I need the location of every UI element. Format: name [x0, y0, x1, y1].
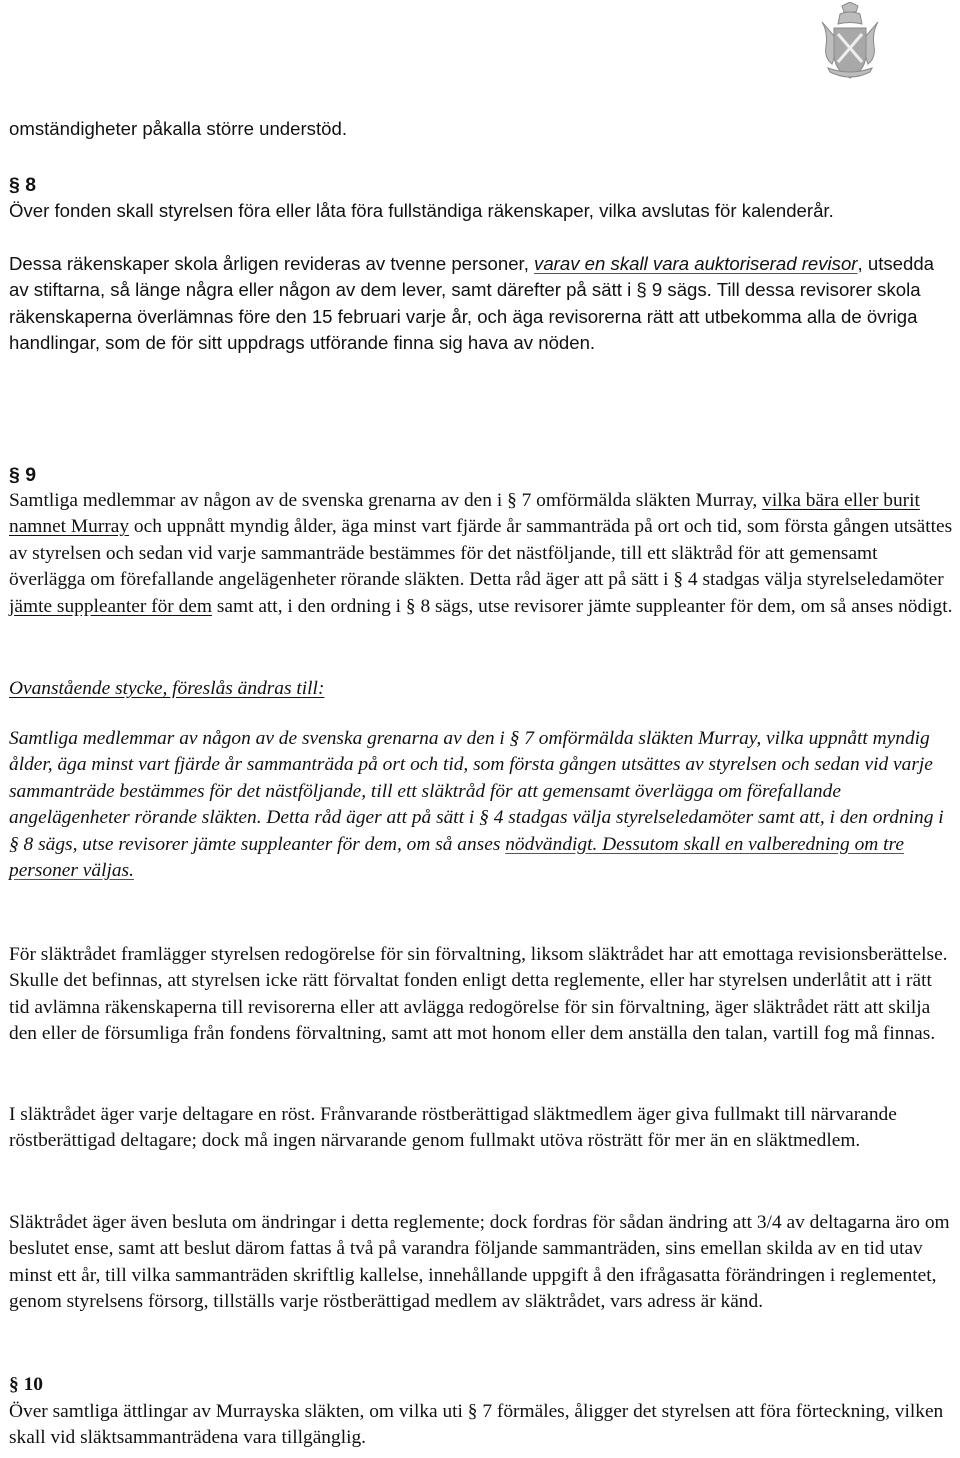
- section-8-line1: Över fonden skall styrelsen föra eller låta föra fullständiga räkenskaper, vilka avslutas för kalenderår.: [9, 200, 834, 221]
- section-10-paragraph: Över samtliga ättlingar av Murrayska släkten, om vilka uti § 7 förmäles, åligger det styrelsen att föra förteckning, vilken skall vid släktsammanträdena vara tillgänglig.: [9, 1401, 944, 1449]
- section-9-heading: § 9: [9, 464, 36, 486]
- proposal-paragraph: Samtliga medlemmar av någon av de svenska grenarna av den i § 7 omförmälda släkten Murray, vilka uppnått myndig ålder, äga minst vart fjärde år sammanträda på ort och tid, som första gången utsättes av styrelsen och sedan vid varje sammanträde bestämmes för det nästföljande, till ett släktråd för att gemensamt överlägga om förefallande angelägenheter rörande släkten. Detta råd äger att på sätt i § 4 stadgas välja styrelseledamöter samt att, i den ordning i § 8 sägs, utse revisorer jämte suppleanter för dem, om så anses nödvändigt. Dessutom skall en valberedning om tre personer väljas.: [9, 728, 944, 882]
- section-8-paragraph: Dessa räkenskaper skola årligen revideras av tvenne personer, varav en skall vara auktoriserad revisor, utsedda av stiftarna, så länge några eller någon av dem lever, samt därefter på sätt i § 9 sägs. Till dessa revisorer skola räkenskaperna överlämnas före den 15 februari varje år, och äga revisorerna rätt att utbekomma alla de övriga handlingar, som de för sitt uppdrags utförande finna sig hava av nöden.: [9, 253, 935, 354]
- coat-of-arms-icon: [818, 2, 882, 84]
- section-sign: §: [9, 174, 20, 196]
- underlined-text: vilka bära eller burit namnet Murray: [9, 490, 920, 538]
- inserted-text: varav en skall vara auktoriserad revisor: [534, 253, 858, 274]
- underlined-text: jämte suppleanter för dem: [9, 595, 212, 617]
- section-7-tail: omständigheter påkalla större understöd.: [9, 118, 347, 139]
- section-9-paragraph-5: Släktrådet äger även besluta om ändringar i detta reglemente; dock fordras för sådan ändring att 3/4 av deltagarna äro om beslutet ense, samt att beslut därom fattas å två på varandra följande sammanträden, sins emellan skilda av en tid utav minst ett år, till vilka sammanträden skriftlig kallelse, innehållande uppgift å den ifrågasatta förändringen i reglementet, genom styrelsens försorg, tillställs varje röstberättigad medlem av släktrådet, vars adress är känd.: [9, 1212, 950, 1313]
- section-9-paragraph-4: I släktrådet äger varje deltagare en röst. Frånvarande röstberättigad släktmedlem äger giva fullmakt till närvarande röstberättigad deltagare; dock må ingen närvarande genom fullmakt utöva rösträtt för mer än en släktmedlem.: [9, 1104, 897, 1152]
- proposal-heading: Ovanstående stycke, föreslås ändras till:: [9, 678, 325, 699]
- section-9-paragraph-3: För släktrådet framlägger styrelsen redogörelse för sin förvaltning, liksom släktrådet har att emottaga revisionsberättelse. Skulle det befinnas, att styrelsen icke rätt förvaltat fonden enligt detta reglemente, eller har styrelsen underlåtit att i rätt tid avlämna räkenskaperna till revisorerna eller att avlägga redogörelse för sin förvaltning, äger släktrådet rätt att skilja den eller de försumliga från fondens förvaltning, samt att mot honom eller dem anställa den talan, vartill fog må finnas.: [9, 944, 948, 1045]
- section-10-heading: § 10: [9, 1374, 43, 1395]
- underlined-text: nödvändigt. Dessutom skall en valberedning om tre personer väljas.: [9, 833, 904, 882]
- section-8-heading: § 8: [9, 174, 36, 196]
- section-9-paragraph-1: Samtliga medlemmar av någon av de svenska grenarna av den i § 7 omförmälda släkten Murray, vilka bära eller burit namnet Murray och uppnått myndig ålder, äga minst vart fjärde år sammanträda på ort och tid, som första gången utsättes av styrelsen och sedan vid varje sammanträde bestämmes för det nästföljande, till ett släktråd för att gemensamt överlägga om förefallande angelägenheter rörande släkten. Detta råd äger att på sätt i § 4 stadgas välja styrelseledamöter jämte suppleanter för dem samt att, i den ordning i § 8 sägs, utse revisorer jämte suppleanter för dem, om så anses nödigt.: [9, 490, 953, 617]
